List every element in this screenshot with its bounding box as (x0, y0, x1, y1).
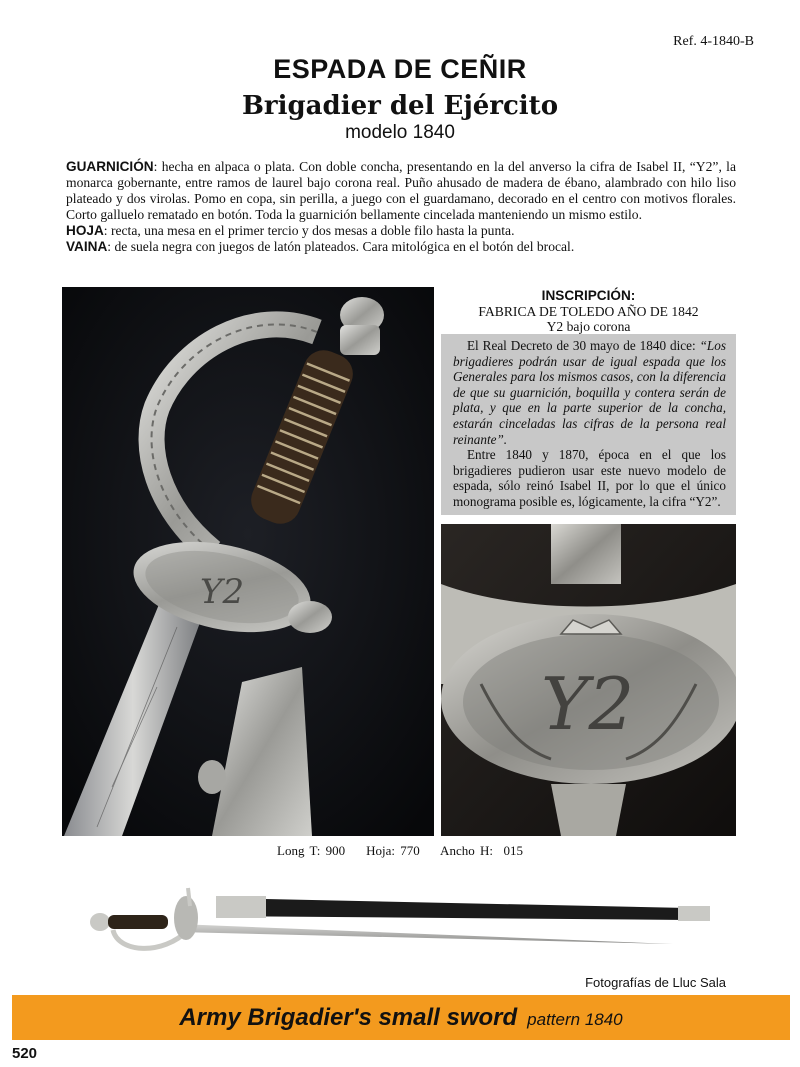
english-title-banner (12, 995, 790, 1040)
hoja-text: : recta, una mesa en el primer tercio y dos mesas a doble filo hasta la punta. (103, 223, 515, 238)
description-block (66, 159, 736, 255)
full-sword-photo (88, 878, 728, 968)
page-number: 520 (12, 1045, 38, 1062)
vaina-text: : de suela negra con juegos de latón plateados. Cara mitológica en el botón del brocal. (107, 239, 575, 254)
guarnicion-text: : hecha en alpaca o plata. Con doble concha, presentando en la del anverso la cifra de Isabel II, “Y2”, la monarca gobernante, entre ramos de laurel bajo corona real. Puño ahusado de madera de ébano, alambrado con hilo liso plateado y dos virolas. Pomo en copa, sin perilla, a juego con el guardamano, decorado en el centro con motivos florales. Corto galluelo rematado en botón. Toda la guarnición bellamente cincelada manteniendo un mismo estilo. (66, 159, 736, 222)
reference-code: Ref. 4-1840-B (673, 34, 754, 49)
decree-quote: “Los brigadieres podrán usar de igual espada que los Generales para los mismos casos, con la diferencia de que su guarnición, boquilla y contera serán de plata, y que en la parte superior de la concha, estarán cinceladas las cifras de la persona real reinante”. (453, 338, 726, 447)
decree-paragraph2: Entre 1840 y 1870, época en el que los brigadieres pudieron usar este nuevo modelo de espada, sólo reinó Isabel II, por lo que el único monograma posible es, lógicamente, la cifra “Y2”. (453, 447, 726, 509)
hoja-label: HOJA (66, 223, 104, 238)
dimensions: Long T: 900 Hoja: 770 Ancho H: 015 (277, 843, 523, 858)
title-rank: Brigadier del Ejército (241, 91, 559, 121)
banner-subtitle: pattern 1840 (527, 1010, 623, 1029)
decree-intro: El Real Decreto de 30 mayo de 1840 dice: (467, 338, 700, 353)
inscription-line2: Y2 bajo corona (546, 319, 631, 334)
svg-text:Y2: Y2 (200, 572, 245, 612)
inscription-line1: FABRICA DE TOLEDO AÑO DE 1842 (478, 303, 699, 319)
title-main: ESPADA DE CEÑIR (273, 54, 527, 84)
title-model: modelo 1840 (345, 122, 455, 143)
vaina-label: VAINA (66, 239, 108, 254)
inscription-heading: INSCRIPCIÓN: (541, 288, 636, 303)
monogram-detail-photo (441, 524, 736, 836)
guarnicion-label: GUARNICIÓN (66, 159, 154, 174)
banner-title: Army Brigadier's small sword (179, 1004, 518, 1031)
hilt-photo (62, 287, 434, 836)
decree-note (441, 334, 736, 515)
inscription-block (441, 288, 736, 335)
photo-credit: Fotografías de Lluc Sala (585, 975, 726, 990)
svg-text:Y2: Y2 (541, 662, 635, 746)
